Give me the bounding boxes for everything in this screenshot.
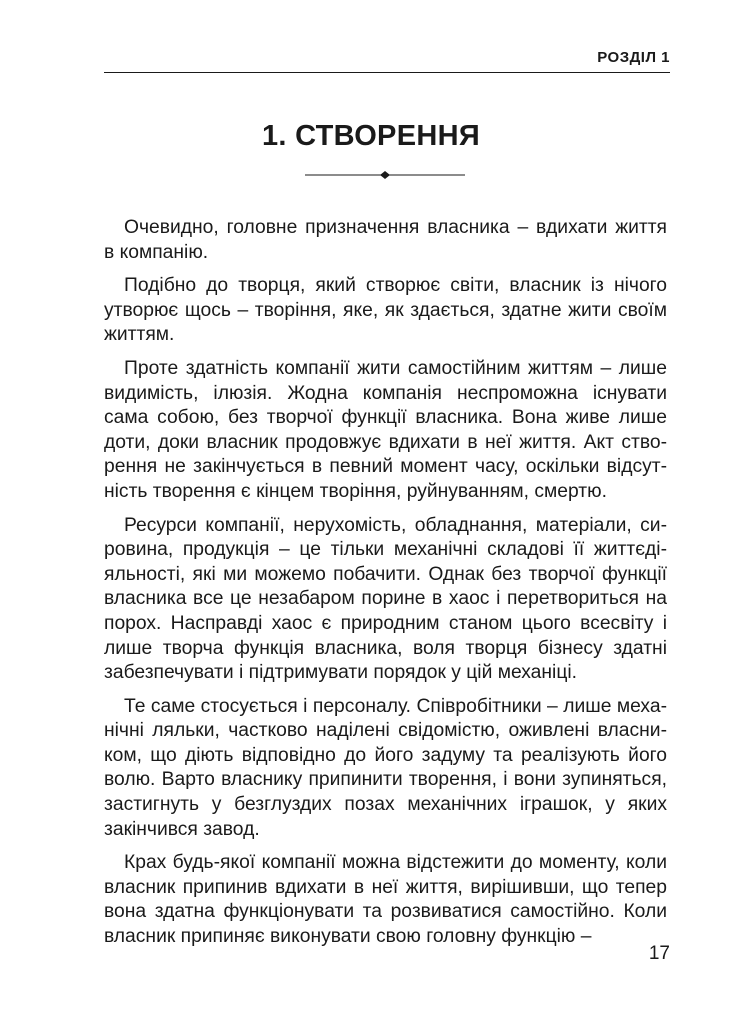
chapter-body [104,216,667,959]
paragraph-1: Очевидно, головне призначення власника – вдихати життя в компанію. [104,217,667,263]
header-rule [104,72,670,73]
paragraph-4: Ресурси компанії, нерухомість, обладнання, матеріали, сировина, продукція – це тільки механічні складові її життєдіяльності, які ми можемо побачити. Однак без творчої функції власника все це незабаром порине в хаос і перетвориться на порох. Насправді хаос є природним станом цього всесвіту і лише творча функція власника, воля творця бізнесу здатні забезпечувати і підтримувати порядок у цій механіці. [104,514,667,684]
paragraph-6: Крах будь-якої компанії можна відстежити до моменту, коли власник припинив вдихати в неї життя, вирішивши, що тепер вона здатна функціонувати та розвиватися самостійно. Коли власник припиняє виконувати свою головну функцію – [104,852,667,948]
paragraph-2: Подібно до творця, який створює світи, власник із нічого утворює щось – творіння, яке, як здається, здатне жити своїм життям. [104,275,667,346]
page-number: 17 [648,943,670,964]
paragraph-3: Проте здатність компанії жити самостійним життям – лише видимість, ілюзія. Жодна компанія неспроможна існувати сама собою, без творчої функції власника. Вона живе лише доти, доки власник продовжує вдихати в неї життя. Акт створення не закінчується в певний момент часу, оскільки відсутність творення є кінцем творіння, руйнуванням, смертю. [104,357,667,502]
chapter-title: 1. СТВОРЕННЯ [262,120,480,152]
running-head-section: РОЗДІЛ 1 [597,49,670,66]
title-ornament-divider [305,166,465,184]
paragraph-5: Те саме стосується і персоналу. Співробітники – лише механічні ляльки, частково наділені свідомістю, оживлені власником, що діють відповідно до його задуму та реалізують його волю. Варто власнику припинити творення, і вони зупиняться, застигнуть у безглуздих позах механічних іграшок, у яких закінчився завод. [104,695,667,840]
